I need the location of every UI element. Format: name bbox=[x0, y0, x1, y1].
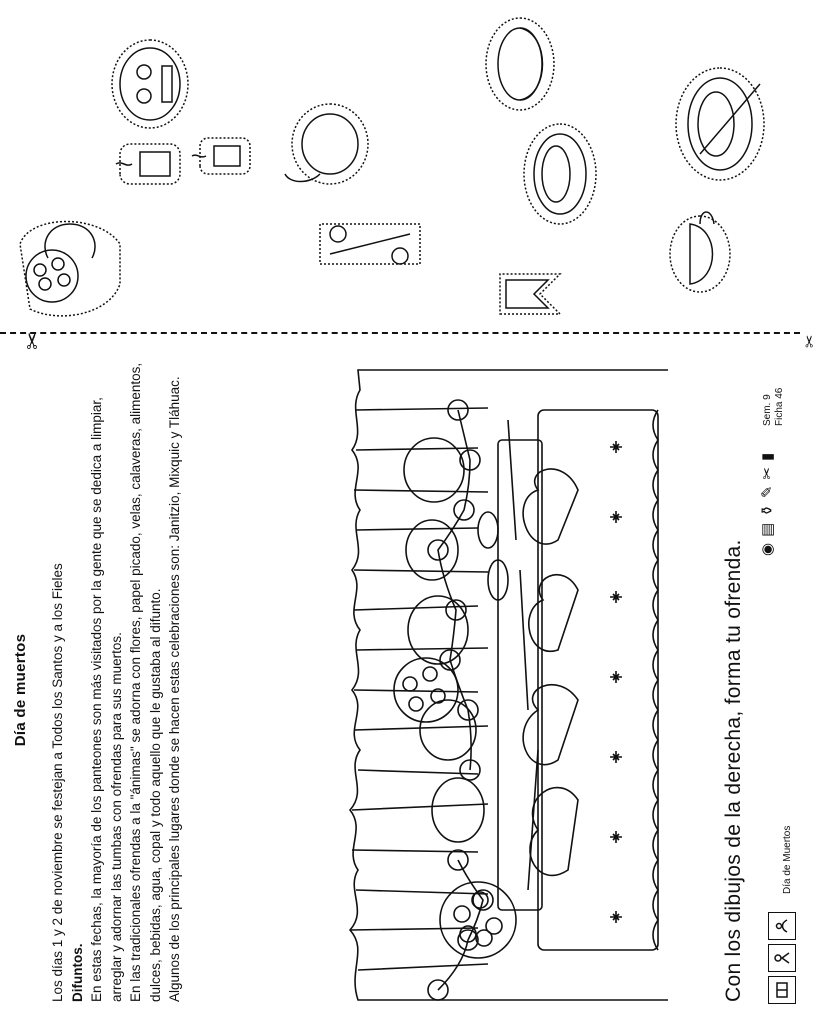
paragraph-2: En estas fechas, la mayoría de los panteones son más visitados por la gente que se dedica a limpiar, arreglar y adornar las tumbas con ofrendas para sus muertos. bbox=[89, 397, 124, 1002]
paragraph-1 bbox=[48, 362, 87, 1002]
ficha-label: Ficha bbox=[774, 401, 785, 426]
paste-icon: ✎ bbox=[759, 485, 776, 499]
cut-line bbox=[0, 332, 800, 334]
body-text bbox=[48, 362, 185, 1002]
footer-icon-row bbox=[768, 912, 796, 1004]
scissors-person-icon: ✂ bbox=[802, 334, 819, 348]
book-icon bbox=[768, 976, 796, 1004]
crayon-icon: ▮ bbox=[759, 452, 776, 461]
flower-vase bbox=[20, 222, 120, 316]
cutout-panel bbox=[0, 0, 820, 324]
reading-icon bbox=[768, 912, 796, 940]
scissors-icon: ✂ bbox=[20, 331, 45, 350]
paragraph-4: Algunos de los principales lugares donde se hacen estas celebraciones son: Janitzio, Mixquic y Tláhuac. bbox=[167, 376, 182, 1002]
sem-label: Sem. bbox=[762, 402, 773, 426]
altar-illustration bbox=[338, 360, 678, 1010]
paragraph-1-line: Los días 1 y 2 de noviembre se festejan a Todos los Santos y a los Fieles bbox=[50, 563, 65, 1002]
glue-icon: ⚱ bbox=[759, 504, 776, 517]
week-file-label bbox=[762, 388, 786, 426]
sem-value: 9 bbox=[762, 394, 773, 400]
footer-label: Día de Muertos bbox=[782, 825, 793, 894]
paragraph-3: En las tradicionales ofrendas a la "ánimas" se adorna con flores, papel picado, velas, calaveras, alimentos, dulces, bebidas, agua, copal y todo aquello que le gustaba al difunto. bbox=[128, 362, 163, 1002]
ficha-value: 46 bbox=[774, 387, 785, 399]
paragraph-1-end: Difuntos. bbox=[69, 943, 85, 1002]
page-title: Día de muertos bbox=[12, 633, 29, 747]
writing-icon bbox=[768, 944, 796, 972]
scissors-icon: ✂ bbox=[759, 466, 776, 480]
eye-icon: ◉ bbox=[759, 542, 776, 556]
book-open-icon: ▤ bbox=[759, 522, 776, 537]
instruction-text: Con los dibujos de la derecha, forma tu ofrenda. bbox=[722, 539, 745, 1002]
tool-icons bbox=[758, 453, 776, 556]
